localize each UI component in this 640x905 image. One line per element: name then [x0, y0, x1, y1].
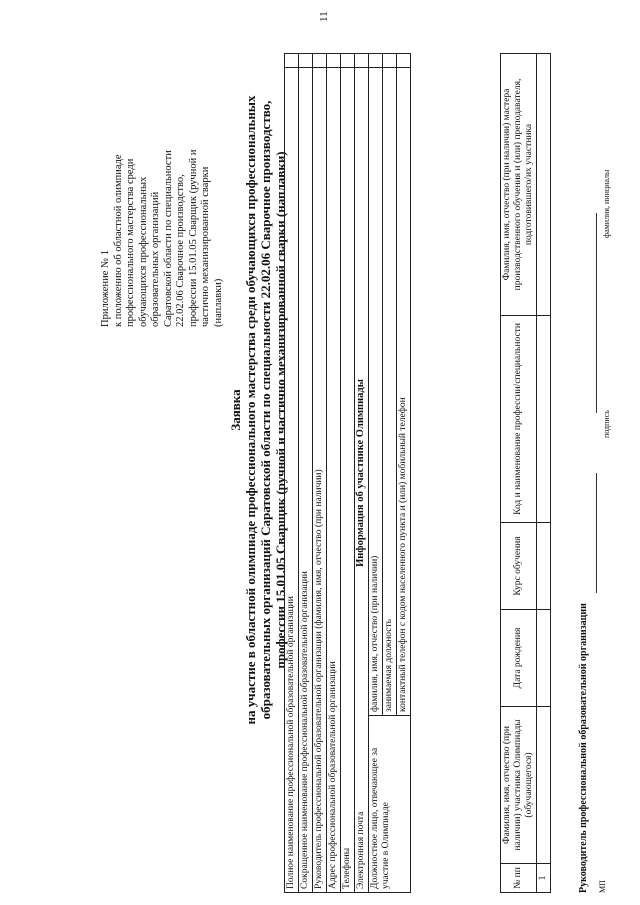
appendix-line: (наплавки)	[212, 278, 224, 327]
responsible-name-value[interactable]	[369, 54, 383, 68]
name-caption: фамилия, инициалы	[602, 169, 611, 238]
table-row	[369, 54, 383, 893]
org-head-label: Руководитель профессиональной образовательной организации (фамилия, имя, отчество (при наличии)	[313, 68, 327, 893]
title-heading: Заявка	[228, 389, 243, 431]
appendix-line: профессии 15.01.05 Сварщик (ручной и	[187, 149, 199, 327]
appendix-line: профессионального мастерства среди	[125, 158, 136, 327]
col-course-header: Курс обучения	[501, 523, 537, 610]
table-row	[327, 54, 341, 893]
appendix-line: Приложение № 1	[100, 250, 111, 327]
table-row	[285, 54, 299, 893]
organization-table	[284, 53, 411, 893]
org-full-name-label: Полное наименование профессиональной образовательной организации	[285, 68, 299, 893]
responsible-name-label: фамилия, имя, отчество (при наличии)	[369, 68, 383, 716]
row-number: 1	[537, 864, 551, 893]
page-number: 11	[318, 11, 330, 22]
table-row	[341, 54, 355, 893]
appendix-line: образовательных организаций	[150, 191, 161, 327]
stamp-place-label: МП	[598, 880, 607, 893]
responsible-person-label: Должностное лицо, отвечающее за участие в Олимпиаде	[369, 716, 411, 893]
signature-line[interactable]	[596, 473, 597, 593]
course-cell[interactable]	[537, 523, 551, 610]
table-header-row	[501, 54, 537, 893]
participant-table	[500, 53, 551, 893]
col-birthdate-header: Дата рождения	[501, 610, 537, 707]
appendix-line: к положению об областной олимпиаде	[112, 154, 124, 327]
org-phones-value[interactable]	[341, 54, 355, 68]
participant-section-title: Информация об участнике Олимпиады	[355, 379, 366, 567]
title-line: профессии 15.01.05 Сварщик (ручной и частично механизированной сварки (наплавки)	[273, 151, 288, 669]
col-participant-header: Фамилия, имя, отчество (при наличии) участника Олимпиады (обучающегося)	[501, 707, 537, 864]
participant-name-cell[interactable]	[537, 707, 551, 864]
table-row	[313, 54, 327, 893]
appendix-line: обучающихся профессиональных	[137, 176, 149, 327]
birthdate-cell[interactable]	[537, 610, 551, 707]
title-line: образовательных организаций Саратовской области по специальности 22.02.06 Сварочное производство,	[258, 100, 273, 720]
org-head-value[interactable]	[313, 54, 327, 68]
org-short-name-label: Сокращенное наименование профессиональной образовательной организации	[299, 68, 313, 893]
responsible-phone-label: контактный телефон с кодом населенного пункта и (или) мобильный телефон	[397, 68, 411, 716]
org-full-name-value[interactable]	[285, 54, 299, 68]
name-line[interactable]	[596, 213, 597, 413]
mentor-cell[interactable]	[537, 54, 551, 316]
org-address-label: Адрес профессиональной образовательной организации	[327, 68, 341, 893]
table-row	[537, 54, 551, 893]
appendix-line: частично механизированной сварки	[200, 166, 211, 327]
org-phones-label: Телефоны	[341, 68, 355, 893]
col-specialty-header: Код и наименование профессии/специальности	[501, 316, 537, 523]
org-short-name-value[interactable]	[299, 54, 313, 68]
responsible-phone-value[interactable]	[397, 54, 411, 68]
responsible-position-value[interactable]	[383, 54, 397, 68]
org-address-value[interactable]	[327, 54, 341, 68]
application-title	[228, 65, 288, 755]
org-email-label: Электронная почта	[355, 68, 369, 893]
appendix-note	[100, 17, 225, 327]
title-line: на участие в областной олимпиаде профессионального мастерства среди обучающихся профессиональных	[243, 95, 258, 725]
specialty-cell[interactable]	[537, 316, 551, 523]
footer-head: Руководитель профессиональной образовательной организации	[578, 603, 589, 893]
appendix-line: 22.02.06 Сварочное производство,	[175, 174, 186, 327]
responsible-position-label: занимаемая должность	[383, 68, 397, 716]
col-number-header: № пп	[501, 864, 537, 893]
signature-caption: подпись	[602, 410, 611, 438]
table-row	[299, 54, 313, 893]
col-mentor-header: Фамилия, имя, отчество (при наличии) мастера производственного обучения и (или) преподавателя, подготовившего/их участника	[501, 54, 537, 316]
appendix-line: Саратовской области по специальности	[162, 150, 174, 327]
